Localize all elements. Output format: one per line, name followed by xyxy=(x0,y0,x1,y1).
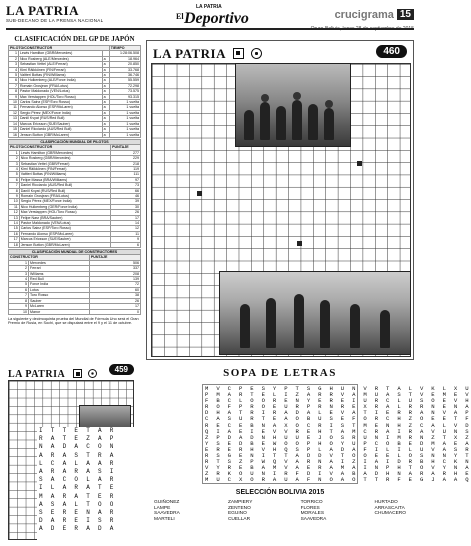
position-cell: 1 xyxy=(9,260,29,265)
word-list-item: CHUMACERO xyxy=(374,511,406,517)
points-cell: 17 xyxy=(89,304,140,309)
constructor-cell: Sauber xyxy=(29,298,90,303)
word-list-column xyxy=(301,500,327,522)
points-cell: 11 xyxy=(111,231,141,236)
solution-row: S A C O L A R xyxy=(39,476,116,484)
points-cell: 72 xyxy=(89,282,140,287)
word-search-row: Z R K O U N I R F D I V A B A D H N A R A R H E xyxy=(205,470,471,478)
word-list-item: TORRICO xyxy=(300,500,323,505)
driver-cell: Fernando Alonso (ESP/McLaren) xyxy=(19,231,110,236)
gap-marker-cell: a xyxy=(102,100,109,105)
newspaper-logo: LA PATRIA xyxy=(6,3,79,18)
word-search-title: SOPA DE LETRAS xyxy=(223,367,337,379)
driver-cell: Max Verstappen (HOL/Toro Rosso) xyxy=(18,94,102,99)
position-cell: 16 xyxy=(9,132,19,137)
driver-cell: Marcus Ericsson (SUE/Sauber) xyxy=(18,121,102,126)
position-cell: 4 xyxy=(9,67,19,72)
solution-row: M A R A T E R xyxy=(39,492,116,500)
points-cell: 60 xyxy=(89,287,140,292)
points-cell: 229 xyxy=(111,156,141,161)
time-cell: 1 vuelta xyxy=(109,121,140,126)
gap-marker-cell: a xyxy=(102,116,109,121)
constructors-standings-title: CLASIFICACIÓN MUNDIAL DE CONSTRUCTORES xyxy=(9,250,141,255)
solution-row: I T T E T A R xyxy=(39,427,116,434)
driver-cell: Fernando Alonso (ESP/McLaren) xyxy=(18,105,102,110)
constructor-cell: Toro Rosso xyxy=(29,293,90,298)
time-cell: 1 vuelta xyxy=(109,100,140,105)
crossword-brand: LA PATRIA xyxy=(153,46,226,61)
position-cell: 12 xyxy=(9,210,20,215)
points-cell: 218 xyxy=(111,161,141,166)
driver-cell: Daniel Ricciardo (AUS/Red Bull) xyxy=(18,127,102,132)
word-list-item: ZENTENO xyxy=(227,505,251,511)
driver-cell: Marcus Ericsson (SUE/Sauber) xyxy=(19,237,110,242)
word-list xyxy=(154,500,406,522)
newspaper-subtitle: SUB-DECANO DE LA PRENSA NACIONAL xyxy=(6,18,104,23)
gap-marker-cell: a xyxy=(102,110,109,115)
solution-grid xyxy=(8,380,134,540)
gap-marker-cell: a xyxy=(102,132,109,137)
word-search-row: M V C P E S Y P T S G H U N V R T A L V K L X U xyxy=(205,385,471,392)
driver-cell: Pastor Maldonado (VEN/Lotus) xyxy=(19,221,110,226)
col-driver: PILOTO/CONSTRUCTOR xyxy=(9,46,110,51)
points-cell: 26 xyxy=(89,298,140,303)
driver-cell: Nico Hulkenberg (GER/Force India) xyxy=(19,204,110,209)
position-cell: 10 xyxy=(9,199,20,204)
time-cell: 73.575 xyxy=(109,89,140,94)
word-search-row: E R E R H V H Q S P L A D A F I L I L U V A S R xyxy=(205,445,471,453)
driver-cell: Sebastian Vettel (ALE/Ferrari) xyxy=(18,62,102,67)
table-row xyxy=(9,132,141,137)
position-cell: 2 xyxy=(9,156,20,161)
logo-square-icon xyxy=(233,48,244,59)
points-cell: 66 xyxy=(111,188,141,193)
word-search-row: M U C X O R A U A F N O A O T T R F E G J A A Q xyxy=(205,476,471,484)
position-cell: 7 xyxy=(9,183,20,188)
time-cell: 72.298 xyxy=(109,83,140,88)
team-photo-small xyxy=(79,405,131,429)
player-figure xyxy=(276,106,286,140)
soccer-ball-icon xyxy=(251,48,262,59)
gap-marker-cell: a xyxy=(102,67,109,72)
driver-cell: Carlos Sainz (ESP/Toro Rosso) xyxy=(19,226,110,231)
points-cell: 208 xyxy=(89,271,140,276)
position-cell: 7 xyxy=(9,293,29,298)
solution-row: I L A R A T E xyxy=(39,484,116,492)
position-cell: 2 xyxy=(9,56,19,61)
gap-marker-cell: a xyxy=(102,78,109,83)
driver-cell: Romain Grosjean (FRA/Lotus) xyxy=(18,83,102,88)
f1-standings-column xyxy=(8,34,141,326)
position-cell: 3 xyxy=(9,271,29,276)
gap-marker-cell: a xyxy=(102,121,109,126)
word-search-row: V Y R E B A M V A E R A M A I N P H T O V Y N A xyxy=(205,464,471,472)
player-figure xyxy=(292,100,302,140)
header-divider xyxy=(6,28,414,30)
solution-row: D A R E I S R xyxy=(39,517,116,525)
points-cell: 0 xyxy=(89,309,140,314)
points-cell: 14 xyxy=(111,221,141,226)
gap-marker-cell: a xyxy=(102,83,109,88)
word-search-row: R O F P R O E U R P R N R E X R A L R R N E N A xyxy=(205,403,471,411)
solution-letters xyxy=(37,427,135,541)
parade-photo xyxy=(219,271,411,355)
parade-figure xyxy=(350,304,360,348)
points-cell: 6 xyxy=(111,242,141,247)
position-cell: 16 xyxy=(9,231,20,236)
word-list-item: EGUINO xyxy=(227,511,247,517)
position-cell: 4 xyxy=(9,277,29,282)
constructor-cell: Force India xyxy=(29,282,90,287)
gap-marker-cell: a xyxy=(102,105,109,110)
driver-cell: Felipe Nasr (BRA/Sauber) xyxy=(19,215,110,220)
word-list-item: SAAVEDRA xyxy=(300,516,327,522)
parade-figure xyxy=(240,304,250,348)
position-cell: 8 xyxy=(9,188,20,193)
time-cell: 1 vuelta xyxy=(109,116,140,121)
position-cell: 10 xyxy=(9,309,29,314)
constructor-cell: Mercedes xyxy=(29,260,90,265)
word-list-item: FLORES xyxy=(300,505,320,511)
position-cell: 6 xyxy=(9,177,20,182)
gap-marker-cell: a xyxy=(102,89,109,94)
position-cell: 1 xyxy=(9,150,20,155)
time-cell: 36.746 xyxy=(109,73,140,78)
word-list-column xyxy=(154,500,180,522)
solution-row: A R A S T R A xyxy=(39,451,116,459)
word-list-title: SELECCIÓN BOLIVIA 2015 xyxy=(235,489,325,496)
drivers-standings-title: CLASIFICACIÓN MUNDIAL DE PILOTOS xyxy=(9,139,141,144)
position-cell: 3 xyxy=(9,62,19,67)
word-list-item: MORALES xyxy=(300,511,325,517)
points-cell: 111 xyxy=(111,172,141,177)
points-cell: 277 xyxy=(111,150,141,155)
word-search-row: P M A R T E L I Z A R R V A M U A S T V E M E V xyxy=(205,391,471,399)
position-cell: 13 xyxy=(9,116,19,121)
player-figure xyxy=(308,104,318,140)
table-row xyxy=(9,309,141,314)
position-cell: 13 xyxy=(9,215,20,220)
position-cell: 15 xyxy=(9,127,19,132)
points-cell: 139 xyxy=(89,277,140,282)
time-cell: 33.768 xyxy=(109,67,140,72)
driver-cell: Felipe Massa (BRA/Williams) xyxy=(19,177,110,182)
word-search-grid[interactable] xyxy=(202,384,471,484)
gap-marker-cell: a xyxy=(102,73,109,78)
position-cell: 17 xyxy=(9,237,20,242)
points-cell: 26 xyxy=(111,210,141,215)
driver-cell: Nico Hulkenberg (ALE/Force India) xyxy=(18,78,102,83)
word-list-column xyxy=(228,500,252,522)
gap-marker-cell: a xyxy=(102,94,109,99)
position-cell: 8 xyxy=(9,89,19,94)
points-cell: 38 xyxy=(89,293,140,298)
volleyball-team-photo xyxy=(235,63,351,147)
position-cell: 11 xyxy=(9,204,20,209)
driver-cell: Daniel Ricciardo (AUS/Red Bull) xyxy=(19,183,110,188)
crossword-number-badge: 459 xyxy=(109,364,134,375)
driver-cell: Max Verstappen (HOL/Toro Rosso) xyxy=(19,210,110,215)
solution-row: A D E R A D A xyxy=(39,525,116,533)
driver-cell: Sergio Pérez (MEX/Force India) xyxy=(18,110,102,115)
position-cell: 6 xyxy=(9,287,29,292)
solution-row: A R A R A S I xyxy=(39,468,116,476)
word-list-item: MARTELI xyxy=(154,516,175,522)
position-cell: 7 xyxy=(9,83,19,88)
word-list-item: LAMPE xyxy=(154,505,171,511)
time-cell: 1:28:06.508 xyxy=(109,51,140,56)
japan-gp-table xyxy=(8,45,141,138)
parade-figure xyxy=(380,310,390,348)
position-cell: 15 xyxy=(9,226,20,231)
section-logo-title: Deportivo xyxy=(184,10,249,27)
next-race-note: La siguiente y decimoquinta prueba del Mundial de Fórmula Uno será el Gran Premio de Rusia, en Sochi, que se disputará entre el 9 y el 11 de octubre. xyxy=(8,316,139,326)
position-cell: 1 xyxy=(9,51,19,56)
col-points: PUNTAJE xyxy=(89,255,140,260)
black-cell xyxy=(357,161,362,166)
soccer-ball-icon xyxy=(88,369,97,378)
time-cell: 93.315 xyxy=(109,94,140,99)
constructor-cell: Red Bull xyxy=(29,277,90,282)
points-cell: 17 xyxy=(111,215,141,220)
driver-cell: Jenson Button (GBR/McLaren) xyxy=(19,242,110,247)
position-cell: 9 xyxy=(9,193,20,198)
solution-row: A S A L T O O xyxy=(39,500,116,508)
crossword-number-badge: 460 xyxy=(376,45,407,58)
points-cell: 12 xyxy=(111,226,141,231)
section-logo-el: El xyxy=(176,12,184,21)
position-cell: 11 xyxy=(9,105,19,110)
word-search-row: D H A T R I R A D A L E V A T I E R R A N V A P xyxy=(205,409,471,417)
time-cell: 1 vuelta xyxy=(109,110,140,115)
time-cell: 1 vuelta xyxy=(109,132,140,137)
driver-cell: Kimi Räikkönen (FIN/Ferrari) xyxy=(19,166,110,171)
word-list-item: GUIÑONEZ xyxy=(154,500,180,505)
word-search-row: R S G E N I T T A D D V T O O E E L O S N N Y T xyxy=(205,452,471,460)
col-constructor: CONSTRUCTOR xyxy=(9,255,90,260)
word-search-row: Z P D A D N H U U E J O S R U N I M R N Z T X Z xyxy=(205,433,471,441)
position-cell: 8 xyxy=(9,298,29,303)
crossword-brand: LA PATRIA xyxy=(8,369,66,380)
parade-figure xyxy=(320,300,330,348)
driver-cell: Nico Rosberg (GBR/Mercedes) xyxy=(19,156,110,161)
time-cell: 18.964 xyxy=(109,56,140,61)
word-list-item: HURTADO xyxy=(374,500,398,505)
word-list-item: CUELLAR xyxy=(227,516,251,522)
player-figure xyxy=(324,108,334,140)
position-cell: 9 xyxy=(9,304,29,309)
solution-row: L C A L A A R xyxy=(39,459,116,467)
position-cell: 5 xyxy=(9,73,19,78)
driver-cell: Pastor Maldonado (VEN/Lotus) xyxy=(18,89,102,94)
word-search-row: R T S Z P W Q V A R N A I Z I A I D R B H C K N xyxy=(205,458,471,466)
gap-marker-cell: a xyxy=(102,127,109,132)
constructor-cell: McLaren xyxy=(29,304,90,309)
word-list-item: ARRASCAITA xyxy=(374,505,405,511)
page-number: 15 xyxy=(397,9,414,20)
points-cell: 119 xyxy=(111,166,141,171)
constructor-cell: Manor xyxy=(29,309,90,314)
driver-cell: Jenson Button (GBR/McLaren) xyxy=(18,132,102,137)
driver-cell: Valtteri Bottas (FIN/Williams) xyxy=(19,172,110,177)
constructor-cell: Ferrari xyxy=(29,266,90,271)
driver-cell: Nico Rosberg (ALE/Mercedes) xyxy=(18,56,102,61)
crossword-460 xyxy=(146,40,414,360)
driver-cell: Romain Grosjean (FRA/Lotus) xyxy=(19,193,110,198)
points-cell: 39 xyxy=(111,199,141,204)
section-name: crucigrama xyxy=(334,8,394,21)
gap-marker-cell: a xyxy=(102,62,109,67)
position-cell: 5 xyxy=(9,282,29,287)
position-cell: 18 xyxy=(9,242,20,247)
driver-cell: Daniil Kvyat (RUS/Red Bull) xyxy=(19,188,110,193)
time-cell: 55.559 xyxy=(109,78,140,83)
points-cell: 97 xyxy=(111,177,141,182)
col-time: TIEMPO xyxy=(109,46,140,51)
crossword-header xyxy=(153,45,409,61)
word-list-item: SAAVEDRA xyxy=(154,511,180,517)
masthead xyxy=(6,3,136,23)
position-cell: 4 xyxy=(9,166,20,171)
position-cell: 6 xyxy=(9,78,19,83)
word-search-row: C A S U R T E A O B U S E F O R C H Z O E E T F xyxy=(205,415,471,423)
driver-cell: Lewis Hamilton (GBR/Mercedes) xyxy=(19,150,110,155)
table-row xyxy=(9,242,141,247)
points-cell: 9 xyxy=(111,237,141,242)
gap-marker-cell: a xyxy=(102,56,109,61)
position-cell: 12 xyxy=(9,110,19,115)
crossword-header xyxy=(8,364,134,378)
position-cell: 10 xyxy=(9,100,19,105)
col-driver: PILOTO/CONSTRUCTOR xyxy=(9,145,111,150)
points-cell: 73 xyxy=(111,183,141,188)
word-list-item: ZAMPIERY xyxy=(227,500,253,505)
position-cell: 9 xyxy=(9,94,19,99)
constructor-cell: Lotus xyxy=(29,287,90,292)
word-search-row: Y S E D B E W O O P H O Y U P C O B E D M A E A xyxy=(205,439,471,447)
word-search xyxy=(146,364,471,542)
player-figure xyxy=(260,102,270,140)
time-cell: 20.850 xyxy=(109,62,140,67)
driver-cell: Valtteri Bottas (FIN/Williams) xyxy=(18,73,102,78)
driver-cell: Sebastian Vettel (GBR/Ferrari) xyxy=(19,161,110,166)
points-cell: 506 xyxy=(89,260,140,265)
time-cell: 1 vuelta xyxy=(109,127,140,132)
parade-figure xyxy=(294,294,304,348)
driver-cell: Sergio Pérez (MEX/Force India) xyxy=(19,199,110,204)
logo-square-icon xyxy=(73,369,82,378)
position-cell: 14 xyxy=(9,121,19,126)
constructor-cell: Williams xyxy=(29,271,90,276)
black-cell xyxy=(297,241,302,246)
solution-row: S E R E N A R xyxy=(39,509,116,517)
time-cell: 1 vuelta xyxy=(109,105,140,110)
constructors-standings-table xyxy=(8,249,141,315)
word-search-row: Q I A E I E V V R E H T A M C R A I R A V U N S xyxy=(205,427,471,435)
col-points: PUNTAJE xyxy=(111,145,141,150)
crossword-459-solution xyxy=(8,364,134,540)
driver-cell: Lewis Hamilton (GBR/Mercedes) xyxy=(18,51,102,56)
parade-figure xyxy=(266,298,276,348)
player-head xyxy=(325,100,333,108)
solution-row: N A D A C O N xyxy=(39,443,116,451)
black-cell xyxy=(197,191,202,196)
position-cell: 2 xyxy=(9,266,29,271)
points-cell: 30 xyxy=(111,204,141,209)
word-search-row: F B C L O O R E N Y E R E I U R C L U S O E V H xyxy=(205,397,471,405)
points-cell: 46 xyxy=(111,193,141,198)
japan-gp-title: CLASIFICACIÓN DEL GP DE JAPÓN xyxy=(14,35,135,43)
driver-cell: Carlos Sainz (ESP/Toro Rosso) xyxy=(18,100,102,105)
drivers-standings-table xyxy=(8,139,141,248)
player-figure xyxy=(244,110,254,140)
solution-row: R A T E Z A P xyxy=(39,435,116,443)
player-head xyxy=(293,92,301,100)
driver-cell: Daniil Kvyat (RUS/Red Bull) xyxy=(18,116,102,121)
position-cell: 5 xyxy=(9,172,20,177)
word-list-column xyxy=(375,500,406,522)
driver-cell: Kimi Räikkönen (FIN/Ferrari) xyxy=(18,67,102,72)
player-head xyxy=(261,94,269,102)
section-logo-tag: LA PATRIA xyxy=(196,4,222,10)
points-cell: 337 xyxy=(89,266,140,271)
word-search-row: R E C E B N A X O C R I S T M E N H Z C A L V D xyxy=(205,421,471,429)
position-cell: 14 xyxy=(9,221,20,226)
position-cell: 3 xyxy=(9,161,20,166)
